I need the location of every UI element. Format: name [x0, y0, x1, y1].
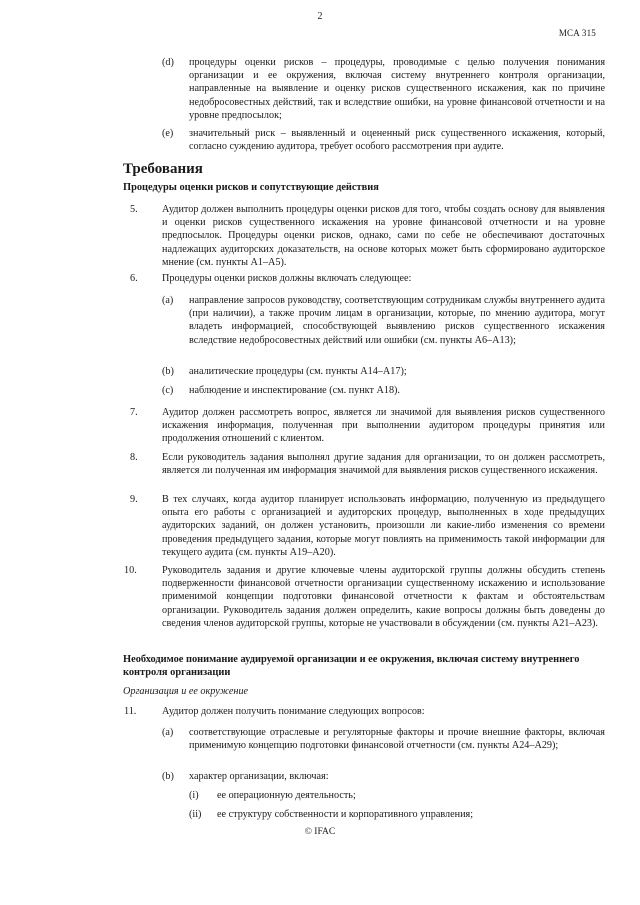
paragraph-8: Если руководитель задания выполнял другие задания для организации, то он должен рассмотреть, является ли полученная им информация значимой для выявления рисков существенного искажения. — [162, 452, 605, 477]
paragraph-10: Руководитель задания и другие ключевые члены аудиторской группы должны обсудить степень подверженности финансовой отчетности организации существенному искажению и использование применимой концепции подготовки финансовой отчетности к фактам и обстоятельствам организации. Руководитель задания должен определить, какие вопросы должны быть доведены до сведения членов аудиторской группы, которые не участвовали в обсуждении (см. пункты A21–A23). — [162, 565, 605, 629]
paragraph-number-6: 6. — [130, 273, 138, 284]
list-item-6b: аналитические процедуры (см. пункты A14–A17); — [189, 366, 407, 377]
list-label-11a: (a) — [162, 727, 174, 738]
list-label-11b: (b) — [162, 771, 174, 782]
paragraph-7: Аудитор должен рассмотреть вопрос, является ли значимой для выявления рисков существенного искажения информация, полученная при выполнении аудитором процедуры принятия или продолжения отношений с клиентом. — [162, 407, 605, 445]
subsection-2-title: Необходимое понимание аудируемой организации и ее окружения, включая систему внутреннего контроля организации — [123, 654, 580, 679]
paragraph-9: В тех случаях, когда аудитор планирует использовать информацию, полученную из предыдущего опыта его работы с организацией и аудиторских процедур, выполненных в ходе предыдущих аудиторских заданий, он должен установить, произошли ли какие-либо изменения со времени проведения предыдущего задания, которые могут повлиять на применимость такой информации для текущего аудита (см. пункты A19–A20). — [162, 494, 605, 558]
list-label-6c: (c) — [162, 385, 174, 396]
sublist-item-11b-ii: ее структуру собственности и корпоративного управления; — [217, 809, 474, 820]
sublist-label-11b-i: (i) — [189, 790, 199, 801]
definition-label-d: (d) — [162, 57, 174, 68]
sublist-label-11b-ii: (ii) — [189, 809, 202, 820]
document-code: MCA 315 — [558, 28, 596, 38]
page-number: 2 — [317, 11, 323, 22]
paragraph-number-10: 10. — [124, 565, 137, 576]
sublist-item-11b-i: ее операционную деятельность; — [217, 790, 356, 801]
paragraph-number-9: 9. — [130, 494, 138, 505]
list-item-6c: наблюдение и инспектирование (см. пункт A18). — [189, 385, 400, 396]
paragraph-number-7: 7. — [130, 407, 138, 418]
list-item-11a: соответствующие отраслевые и регуляторные факторы и прочие внешние факторы, включая применимую концепцию подготовки финансовой отчетности (см. пункты A24–A29); — [189, 727, 605, 752]
paragraph-6: Процедуры оценки рисков должны включать следующее: — [162, 273, 412, 284]
paragraph-5: Аудитор должен выполнить процедуры оценки рисков для того, чтобы создать основу для выявления и оценки рисков существенного искажения на уровне финансовой отчетности и на уровне предпосылок. Процедуры оценки рисков, однако, сами по себе не обеспечивают достаточных надлежащих аудиторских доказательств, на основе которых может быть сформировано аудиторское мнение (см. пункты A1–A5). — [162, 204, 605, 268]
paragraph-number-5: 5. — [130, 204, 138, 215]
paragraph-number-8: 8. — [130, 452, 138, 463]
list-label-6b: (b) — [162, 366, 174, 377]
paragraph-number-11: 11. — [124, 706, 137, 717]
list-item-6a: направление запросов руководству, соответствующим сотрудникам службы внутреннего аудита (при наличии), а также прочим лицам в организации, которые, по мнению аудитора, могут владеть информацией, способствующей выявлению рисков существенного искажения вследствие недобросовестных действий или ошибки (см. пункты A6–A13); — [189, 295, 605, 346]
definition-text-d: процедуры оценки рисков – процедуры, проводимые с целью получения понимания организации и ее окружения, включая систему внутреннего контроля организации, направленные на выявление и оценку рисков существенного искажения, как по причине недобросовестных действий, так и вследствие ошибки, на уровне финансовой отчетности и на уровне предпосылок; — [189, 57, 605, 121]
definition-text-e: значительный риск – выявленный и оцененный риск существенного искажения, который, согласно суждению аудитора, требует особого рассмотрения при аудите. — [189, 128, 605, 153]
list-label-6a: (a) — [162, 295, 174, 306]
italic-heading: Организация и ее окружение — [123, 686, 249, 697]
paragraph-11: Аудитор должен получить понимание следующих вопросов: — [162, 706, 425, 717]
footer-copyright: © IFAC — [304, 827, 336, 837]
list-item-11b: характер организации, включая: — [189, 771, 329, 782]
definition-label-e: (e) — [162, 128, 174, 139]
section-title: Требования — [123, 161, 203, 177]
subsection-title: Процедуры оценки рисков и сопутствующие действия — [123, 182, 379, 193]
